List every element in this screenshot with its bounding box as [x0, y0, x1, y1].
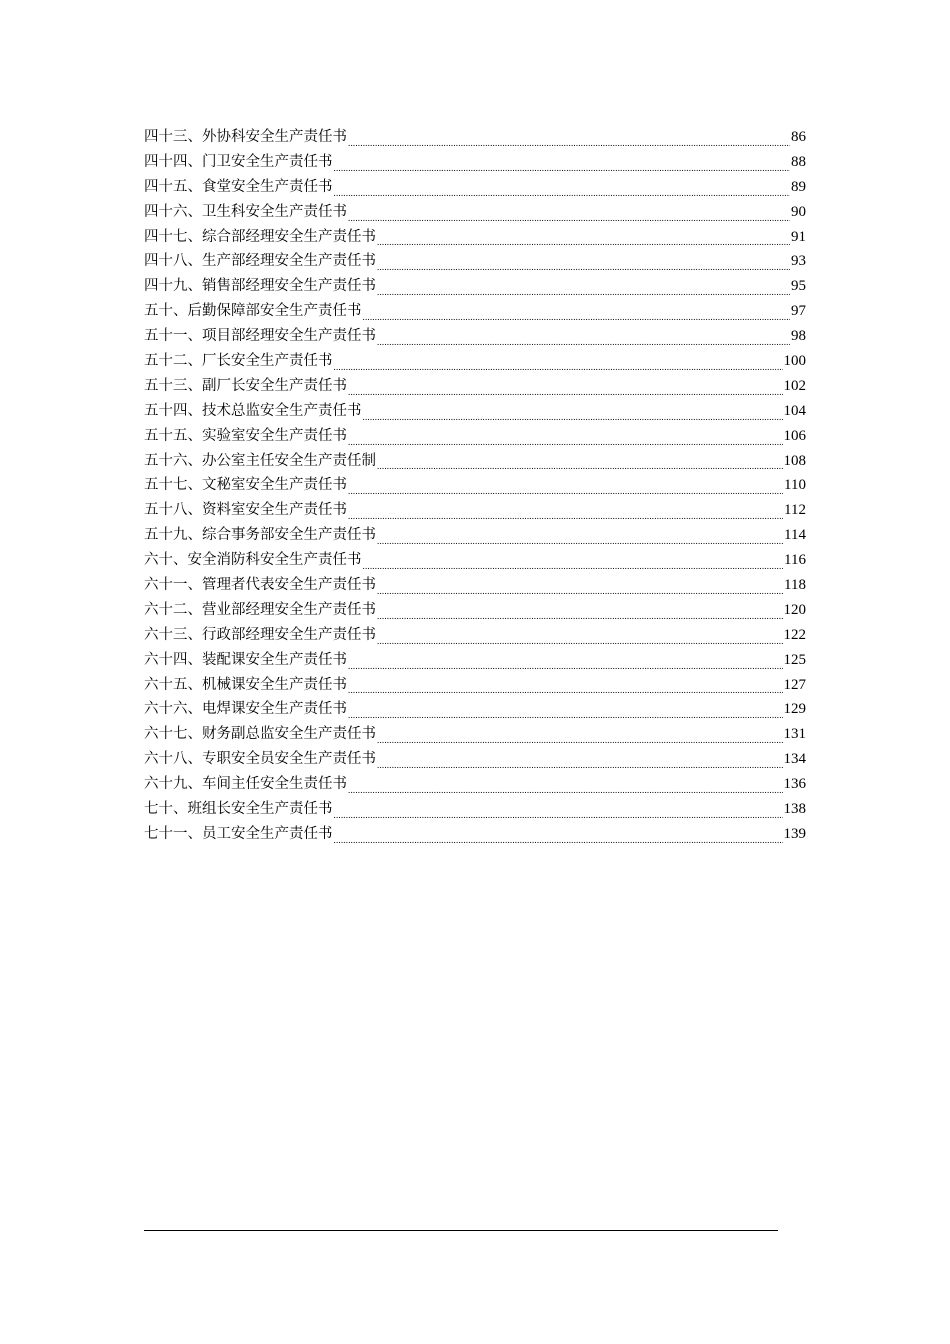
toc-leader-dots	[377, 623, 783, 648]
toc-entry[interactable]	[144, 125, 806, 150]
toc-entry-title: 六十四、装配课安全生产责任书	[144, 651, 347, 668]
toc-entry-title: 五十一、项目部经理安全生产责任书	[144, 328, 376, 345]
toc-entry-page: 90	[791, 203, 806, 220]
toc-leader-dots	[377, 722, 783, 747]
toc-leader-dots	[377, 573, 783, 598]
toc-entry-title: 五十九、综合事务部安全生产责任书	[144, 527, 376, 544]
toc-entry-title: 六十六、电焊课安全生产责任书	[144, 701, 347, 718]
toc-entry-title: 七十一、员工安全生产责任书	[144, 825, 333, 842]
toc-entry-page: 125	[783, 651, 806, 668]
toc-entry-title: 五十三、副厂长安全生产责任书	[144, 377, 347, 394]
toc-entry-page: 91	[791, 228, 806, 245]
toc-leader-dots	[348, 673, 783, 698]
toc-entry-page: 120	[783, 601, 806, 618]
toc-entry[interactable]	[144, 449, 806, 474]
footer-divider	[144, 1230, 778, 1231]
toc-leader-dots	[334, 150, 791, 175]
toc-leader-dots	[377, 249, 790, 274]
toc-entry[interactable]	[144, 225, 806, 250]
table-of-contents	[144, 125, 806, 847]
toc-entry[interactable]	[144, 324, 806, 349]
toc-entry-title: 六十九、车间主任安全生责任书	[144, 776, 347, 793]
toc-entry-title: 五十二、厂长安全生产责任书	[144, 353, 333, 369]
toc-leader-dots	[348, 424, 783, 449]
toc-entry-title: 四十七、综合部经理安全生产责任书	[144, 228, 376, 245]
toc-entry-title: 五十五、实验室安全生产责任书	[144, 427, 347, 444]
toc-entry-page: 139	[783, 825, 806, 842]
toc-entry[interactable]	[144, 249, 806, 274]
toc-entry[interactable]	[144, 523, 806, 548]
toc-leader-dots	[348, 498, 783, 523]
toc-entry-page: 108	[783, 452, 806, 469]
toc-entry-title: 五十七、文秘室安全生产责任书	[144, 477, 347, 494]
toc-entry[interactable]	[144, 548, 806, 573]
toc-leader-dots	[348, 697, 783, 722]
toc-leader-dots	[377, 523, 783, 548]
toc-entry-title: 四十六、卫生科安全生产责任书	[144, 203, 347, 220]
toc-entry-page: 102	[783, 377, 806, 394]
toc-entry[interactable]	[144, 399, 806, 424]
toc-leader-dots	[377, 324, 790, 349]
toc-entry-page: 93	[791, 253, 806, 270]
toc-entry-title: 四十四、门卫安全生产责任书	[144, 153, 333, 170]
toc-entry[interactable]	[144, 673, 806, 698]
toc-entry-title: 五十、后勤保障部安全生产责任书	[144, 303, 362, 320]
toc-entry[interactable]	[144, 274, 806, 299]
toc-entry[interactable]	[144, 697, 806, 722]
toc-leader-dots	[363, 548, 784, 573]
toc-entry[interactable]	[144, 573, 806, 598]
toc-entry-title: 六十二、营业部经理安全生产责任书	[144, 601, 376, 618]
toc-entry[interactable]	[144, 473, 806, 498]
toc-entry-title: 七十、班组长安全生产责任书	[144, 801, 333, 818]
toc-entry-page: 112	[784, 502, 806, 519]
toc-leader-dots	[363, 299, 791, 324]
toc-entry[interactable]	[144, 747, 806, 772]
toc-entry-title: 六十八、专职安全员安全生产责任书	[144, 751, 376, 768]
toc-entry[interactable]	[144, 175, 806, 200]
toc-leader-dots	[377, 449, 783, 474]
toc-entry-page: 106	[783, 427, 806, 444]
toc-entry[interactable]	[144, 299, 806, 324]
toc-entry[interactable]	[144, 648, 806, 673]
toc-entry-page: 131	[783, 726, 806, 743]
toc-leader-dots	[377, 225, 790, 250]
toc-entry[interactable]	[144, 498, 806, 523]
toc-entry-page: 136	[783, 776, 806, 793]
toc-entry-page: 116	[784, 552, 806, 569]
toc-entry-title: 四十三、外协科安全生产责任书	[144, 128, 347, 145]
toc-leader-dots	[348, 200, 790, 225]
toc-entry-page: 97	[791, 303, 806, 320]
toc-entry[interactable]	[144, 374, 806, 399]
toc-leader-dots	[377, 274, 790, 299]
toc-entry[interactable]	[144, 772, 806, 797]
toc-entry-page: 138	[783, 801, 806, 818]
toc-leader-dots	[334, 349, 783, 374]
toc-entry-page: 100	[783, 353, 806, 369]
toc-entry-title: 六十五、机械课安全生产责任书	[144, 676, 347, 693]
toc-entry[interactable]	[144, 722, 806, 747]
toc-entry-page: 104	[783, 402, 806, 419]
toc-entry[interactable]	[144, 623, 806, 648]
toc-entry[interactable]	[144, 150, 806, 175]
toc-entry[interactable]	[144, 424, 806, 449]
toc-leader-dots	[377, 747, 783, 772]
toc-entry-title: 五十八、资料室安全生产责任书	[144, 502, 347, 519]
toc-leader-dots	[348, 125, 790, 150]
toc-leader-dots	[348, 648, 783, 673]
toc-entry-page: 98	[791, 328, 806, 345]
toc-entry-title: 五十六、办公室主任安全生产责任制	[144, 452, 376, 469]
toc-entry-title: 四十五、食堂安全生产责任书	[144, 178, 333, 195]
toc-entry-title: 四十九、销售部经理安全生产责任书	[144, 278, 376, 295]
toc-entry-page: 118	[784, 577, 806, 594]
toc-leader-dots	[348, 374, 783, 399]
toc-entry-page: 95	[791, 278, 806, 295]
toc-entry-title: 六十一、管理者代表安全生产责任书	[144, 577, 376, 594]
toc-entry-title: 六十三、行政部经理安全生产责任书	[144, 626, 376, 643]
toc-entry-title: 六十、安全消防科安全生产责任书	[144, 552, 362, 569]
toc-entry[interactable]	[144, 598, 806, 623]
toc-leader-dots	[348, 473, 783, 498]
toc-entry-page: 110	[784, 477, 806, 494]
toc-leader-dots	[348, 772, 783, 797]
toc-entry-page: 114	[784, 527, 806, 544]
toc-entry-page: 127	[783, 676, 806, 693]
toc-leader-dots	[363, 399, 783, 424]
toc-entry[interactable]	[144, 349, 806, 374]
toc-leader-dots	[377, 598, 783, 623]
toc-entry-title: 五十四、技术总监安全生产责任书	[144, 402, 362, 419]
toc-entry-page: 122	[783, 626, 806, 643]
toc-leader-dots	[334, 797, 783, 822]
toc-entry-page: 129	[783, 701, 806, 718]
toc-entry[interactable]	[144, 822, 806, 847]
toc-entry-page: 86	[791, 128, 806, 145]
toc-entry-title: 四十八、生产部经理安全生产责任书	[144, 253, 376, 270]
toc-entry-page: 88	[791, 153, 806, 170]
toc-entry-page: 89	[791, 178, 806, 195]
toc-entry-page: 134	[783, 751, 806, 768]
toc-entry[interactable]	[144, 200, 806, 225]
toc-entry[interactable]	[144, 797, 806, 822]
toc-leader-dots	[334, 175, 791, 200]
toc-leader-dots	[334, 822, 783, 847]
toc-entry-title: 六十七、财务副总监安全生产责任书	[144, 726, 376, 743]
